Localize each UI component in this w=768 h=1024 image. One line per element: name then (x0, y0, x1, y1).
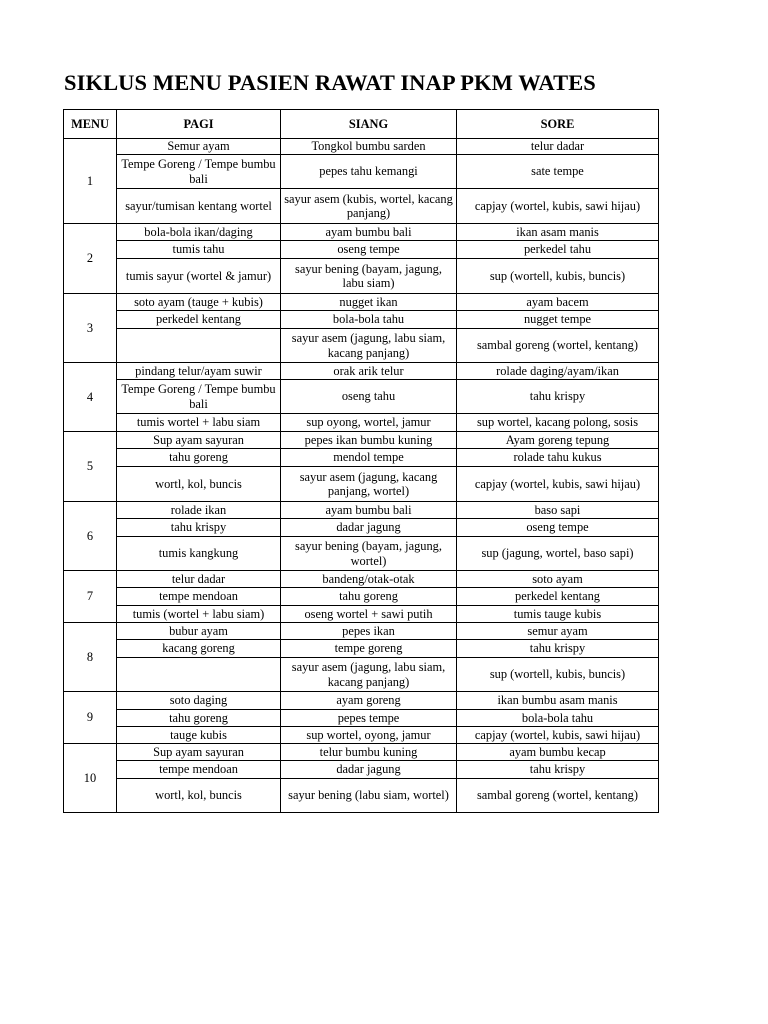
menu-number-cell: 3 (64, 294, 117, 363)
table-row (64, 519, 659, 537)
table-row (64, 155, 659, 189)
siang-cell: sayur asem (jagung, kacang panjang, wortel) (281, 467, 457, 502)
pagi-cell: Semur ayam (117, 139, 281, 155)
sore-cell: nugget tempe (457, 311, 659, 329)
sore-cell: sambal goreng (wortel, kentang) (457, 329, 659, 363)
table-row (64, 224, 659, 241)
menu-number-cell: 6 (64, 502, 117, 571)
sore-cell: perkedel kentang (457, 588, 659, 606)
siang-cell: sayur bening (bayam, jagung, labu siam) (281, 259, 457, 294)
sore-cell: sate tempe (457, 155, 659, 189)
table-body (64, 139, 659, 813)
sore-cell: capjay (wortel, kubis, sawi hijau) (457, 727, 659, 744)
table-row (64, 623, 659, 640)
siang-cell: sayur bening (labu siam, wortel) (281, 779, 457, 813)
table-row (64, 241, 659, 259)
pagi-cell: bola-bola ikan/daging (117, 224, 281, 241)
siang-cell: oseng wortel + sawi putih (281, 606, 457, 623)
pagi-cell: tumis wortel + labu siam (117, 414, 281, 432)
siang-cell: sayur asem (jagung, labu siam, kacang panjang) (281, 658, 457, 692)
siang-cell: Tongkol bumbu sarden (281, 139, 457, 155)
sore-cell: tahu krispy (457, 380, 659, 414)
pagi-cell: tumis (wortel + labu siam) (117, 606, 281, 623)
siang-cell: sayur asem (kubis, wortel, kacang panjang) (281, 189, 457, 224)
sore-cell: ikan asam manis (457, 224, 659, 241)
table-row (64, 502, 659, 519)
table-row (64, 380, 659, 414)
pagi-cell: perkedel kentang (117, 311, 281, 329)
table-row (64, 432, 659, 449)
siang-cell: telur bumbu kuning (281, 744, 457, 761)
table-row (64, 414, 659, 432)
siang-cell: pepes tahu kemangi (281, 155, 457, 189)
siang-cell: pepes ikan (281, 623, 457, 640)
sore-cell: bola-bola tahu (457, 710, 659, 727)
sore-cell: sup (wortell, kubis, buncis) (457, 259, 659, 294)
pagi-cell: tempe mendoan (117, 761, 281, 779)
table-row (64, 727, 659, 744)
table-row (64, 692, 659, 710)
table-row (64, 588, 659, 606)
menu-number-cell: 7 (64, 571, 117, 623)
menu-number-cell: 8 (64, 623, 117, 692)
table-row (64, 363, 659, 380)
siang-cell: ayam bumbu bali (281, 224, 457, 241)
table-row (64, 294, 659, 311)
table-row (64, 537, 659, 571)
table-row (64, 467, 659, 502)
pagi-cell: tumis kangkung (117, 537, 281, 571)
menu-cycle-table (63, 109, 659, 813)
table-row (64, 710, 659, 727)
pagi-cell: wortl, kol, buncis (117, 467, 281, 502)
siang-cell: pepes ikan bumbu kuning (281, 432, 457, 449)
pagi-cell: telur dadar (117, 571, 281, 588)
table-row (64, 744, 659, 761)
header-siang: SIANG (281, 110, 457, 139)
siang-cell: sayur asem (jagung, labu siam, kacang panjang) (281, 329, 457, 363)
table-row (64, 779, 659, 813)
sore-cell: rolade daging/ayam/ikan (457, 363, 659, 380)
sore-cell: sup (jagung, wortel, baso sapi) (457, 537, 659, 571)
pagi-cell: Tempe Goreng / Tempe bumbu bali (117, 380, 281, 414)
pagi-cell: sayur/tumisan kentang wortel (117, 189, 281, 224)
pagi-cell: tempe mendoan (117, 588, 281, 606)
pagi-cell: tumis sayur (wortel & jamur) (117, 259, 281, 294)
menu-number-cell: 5 (64, 432, 117, 502)
pagi-cell: tahu krispy (117, 519, 281, 537)
page-title: SIKLUS MENU PASIEN RAWAT INAP PKM WATES (64, 70, 596, 95)
sore-cell: oseng tempe (457, 519, 659, 537)
pagi-cell: Tempe Goreng / Tempe bumbu bali (117, 155, 281, 189)
header-menu: MENU (64, 110, 117, 139)
sore-cell: perkedel tahu (457, 241, 659, 259)
sore-cell: capjay (wortel, kubis, sawi hijau) (457, 467, 659, 502)
siang-cell: mendol tempe (281, 449, 457, 467)
siang-cell: tempe goreng (281, 640, 457, 658)
sore-cell: ikan bumbu asam manis (457, 692, 659, 710)
table-row (64, 606, 659, 623)
siang-cell: orak arik telur (281, 363, 457, 380)
siang-cell: ayam goreng (281, 692, 457, 710)
sore-cell: sup wortel, kacang polong, sosis (457, 414, 659, 432)
table-row (64, 259, 659, 294)
siang-cell: dadar jagung (281, 519, 457, 537)
pagi-cell: tauge kubis (117, 727, 281, 744)
header-sore: SORE (457, 110, 659, 139)
sore-cell: ayam bumbu kecap (457, 744, 659, 761)
table-row (64, 311, 659, 329)
sore-cell: rolade tahu kukus (457, 449, 659, 467)
pagi-cell: tahu goreng (117, 449, 281, 467)
pagi-cell (117, 658, 281, 692)
sore-cell: sup (wortell, kubis, buncis) (457, 658, 659, 692)
menu-number-cell: 10 (64, 744, 117, 813)
siang-cell: oseng tahu (281, 380, 457, 414)
sore-cell: ayam bacem (457, 294, 659, 311)
pagi-cell: rolade ikan (117, 502, 281, 519)
table-row (64, 329, 659, 363)
table-row (64, 761, 659, 779)
table-row (64, 640, 659, 658)
pagi-cell: wortl, kol, buncis (117, 779, 281, 813)
menu-number-cell: 9 (64, 692, 117, 744)
pagi-cell: pindang telur/ayam suwir (117, 363, 281, 380)
sore-cell: tumis tauge kubis (457, 606, 659, 623)
siang-cell: sup wortel, oyong, jamur (281, 727, 457, 744)
pagi-cell: tumis tahu (117, 241, 281, 259)
sore-cell: soto ayam (457, 571, 659, 588)
siang-cell: sayur bening (bayam, jagung, wortel) (281, 537, 457, 571)
table-row (64, 449, 659, 467)
pagi-cell: bubur ayam (117, 623, 281, 640)
siang-cell: tahu goreng (281, 588, 457, 606)
sore-cell: capjay (wortel, kubis, sawi hijau) (457, 189, 659, 224)
siang-cell: oseng tempe (281, 241, 457, 259)
siang-cell: bola-bola tahu (281, 311, 457, 329)
menu-number-cell: 2 (64, 224, 117, 294)
pagi-cell: Sup ayam sayuran (117, 432, 281, 449)
sore-cell: tahu krispy (457, 640, 659, 658)
table-row (64, 189, 659, 224)
pagi-cell: soto ayam (tauge + kubis) (117, 294, 281, 311)
sore-cell: tahu krispy (457, 761, 659, 779)
siang-cell: bandeng/otak-otak (281, 571, 457, 588)
pagi-cell (117, 329, 281, 363)
pagi-cell: tahu goreng (117, 710, 281, 727)
menu-number-cell: 4 (64, 363, 117, 432)
sore-cell: Ayam goreng tepung (457, 432, 659, 449)
siang-cell: ayam bumbu bali (281, 502, 457, 519)
siang-cell: sup oyong, wortel, jamur (281, 414, 457, 432)
table-header-row (64, 110, 659, 139)
pagi-cell: soto daging (117, 692, 281, 710)
menu-number-cell: 1 (64, 139, 117, 224)
pagi-cell: kacang goreng (117, 640, 281, 658)
header-pagi: PAGI (117, 110, 281, 139)
sore-cell: semur ayam (457, 623, 659, 640)
sore-cell: sambal goreng (wortel, kentang) (457, 779, 659, 813)
siang-cell: pepes tempe (281, 710, 457, 727)
table-row (64, 658, 659, 692)
siang-cell: dadar jagung (281, 761, 457, 779)
sore-cell: baso sapi (457, 502, 659, 519)
table-row (64, 571, 659, 588)
table-row (64, 139, 659, 155)
sore-cell: telur dadar (457, 139, 659, 155)
siang-cell: nugget ikan (281, 294, 457, 311)
pagi-cell: Sup ayam sayuran (117, 744, 281, 761)
